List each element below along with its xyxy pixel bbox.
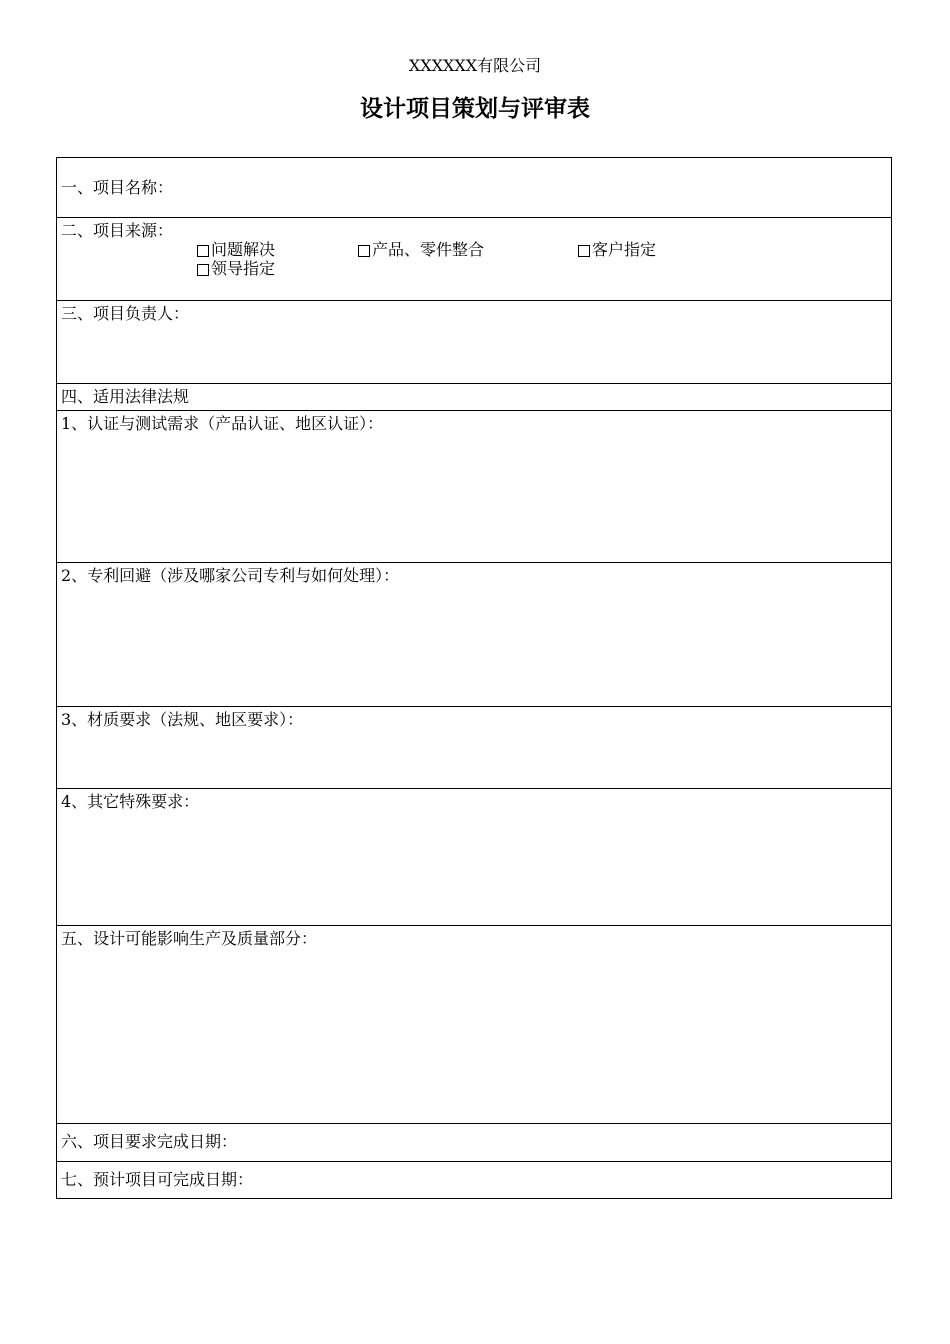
material-label: 3、材质要求（法规、地区要求）：	[61, 710, 304, 729]
planning-review-form	[56, 157, 892, 1199]
row-production-impact[interactable]	[57, 926, 891, 1124]
row-project-owner[interactable]	[57, 301, 891, 384]
row-estimated-date[interactable]	[57, 1162, 891, 1198]
option-leader-specified[interactable]	[197, 259, 275, 279]
required-date-label: 六、项目要求完成日期：	[61, 1132, 238, 1151]
row-certification[interactable]	[57, 411, 891, 563]
option-label: 领导指定	[211, 259, 276, 278]
checkbox-icon[interactable]	[358, 245, 370, 257]
project-owner-label: 三、项目负责人：	[61, 304, 190, 323]
option-label: 问题解决	[211, 240, 276, 259]
option-product-integration[interactable]	[358, 240, 484, 260]
production-impact-label: 五、设计可能影响生产及质量部分：	[61, 929, 318, 948]
row-special-requirements[interactable]	[57, 789, 891, 926]
estimated-date-label: 七、预计项目可完成日期：	[61, 1170, 254, 1189]
option-problem-solving[interactable]	[197, 240, 275, 260]
certification-label: 1、认证与测试需求（产品认证、地区认证）：	[61, 414, 384, 433]
row-required-date[interactable]	[57, 1124, 891, 1162]
row-project-name[interactable]	[57, 158, 891, 218]
project-name-label: 一、项目名称：	[61, 178, 174, 197]
row-applicable-laws	[57, 384, 891, 411]
special-requirements-label: 4、其它特殊要求：	[61, 792, 200, 811]
row-project-source	[57, 218, 891, 301]
patent-label: 2、专利回避（涉及哪家公司专利与如何处理）：	[61, 566, 400, 585]
project-source-label: 二、项目来源：	[61, 221, 174, 240]
option-label: 客户指定	[592, 240, 657, 259]
company-name: XXXXXX有限公司	[408, 56, 542, 75]
row-material[interactable]	[57, 707, 891, 789]
checkbox-icon[interactable]	[578, 245, 590, 257]
option-label: 产品、零件整合	[372, 240, 485, 259]
form-title: 设计项目策划与评审表	[360, 95, 590, 122]
option-customer-specified[interactable]	[578, 240, 656, 260]
row-patent[interactable]	[57, 563, 891, 707]
checkbox-icon[interactable]	[197, 264, 209, 276]
checkbox-icon[interactable]	[197, 245, 209, 257]
applicable-laws-label: 四、适用法律法规	[61, 387, 190, 406]
